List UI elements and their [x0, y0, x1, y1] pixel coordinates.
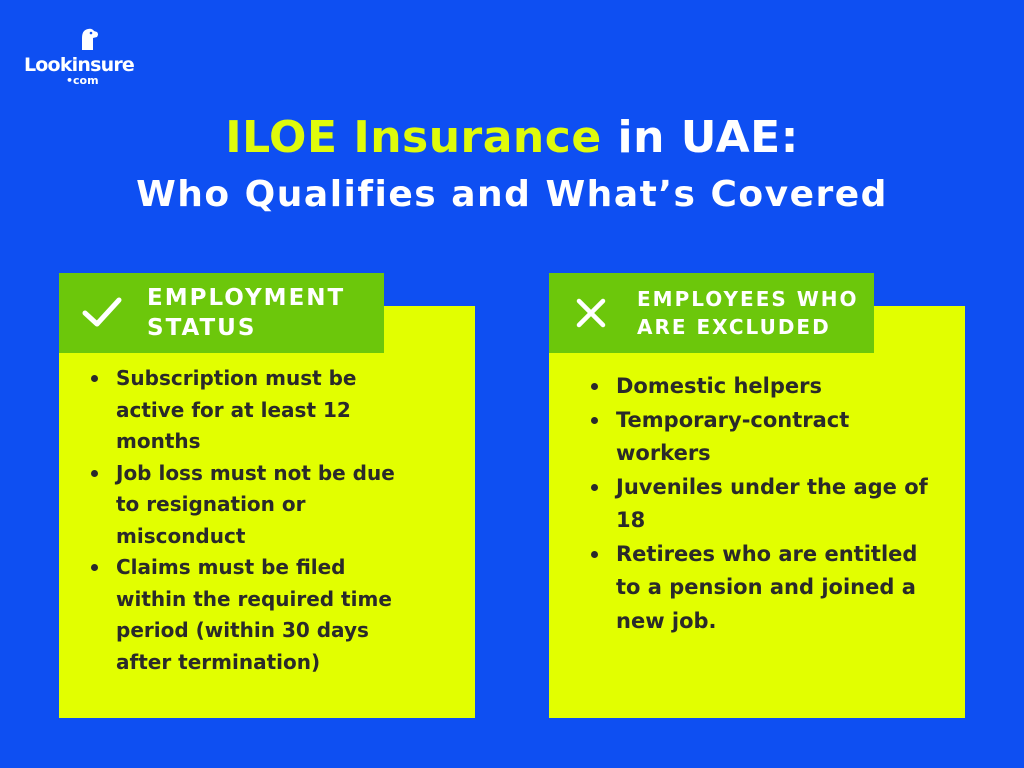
heading-line: ARE EXCLUDED	[637, 315, 831, 339]
logo	[24, 24, 144, 88]
employment-status-heading	[147, 283, 376, 343]
checkmark-icon	[81, 293, 123, 333]
employment-status-tab	[59, 273, 384, 353]
excluded-employees-list	[588, 370, 938, 638]
excluded-employees-tab	[549, 273, 874, 353]
logo-brand: Lookinsure	[24, 54, 134, 76]
page-title	[0, 112, 1024, 163]
page-subtitle: Who Qualifies and What’s Covered	[136, 174, 888, 215]
excluded-employees-heading	[637, 285, 866, 341]
cross-icon	[571, 293, 611, 333]
list-item: Temporary-contract workers	[588, 404, 938, 471]
list-item: Job loss must not be due to resignation or misconduct	[88, 458, 418, 553]
heading-line: STATUS	[147, 315, 257, 341]
list-item: Domestic helpers	[588, 370, 938, 404]
logo-tld: •com	[66, 74, 99, 87]
list-item: Claims must be filed within the required time period (within 30 days after termination)	[88, 552, 418, 678]
list-item: Subscription must be active for at least 12 months	[88, 363, 418, 458]
employment-status-list	[88, 363, 418, 678]
heading-line: EMPLOYMENT	[147, 285, 346, 311]
title-highlight: ILOE Insurance	[225, 112, 602, 163]
dog-mascot-icon	[76, 26, 100, 52]
list-item: Retirees who are entitled to a pension and joined a new job.	[588, 538, 938, 639]
list-item: Juveniles under the age of 18	[588, 471, 938, 538]
title-rest: in UAE:	[601, 112, 799, 163]
heading-line: EMPLOYEES WHO	[637, 287, 859, 311]
